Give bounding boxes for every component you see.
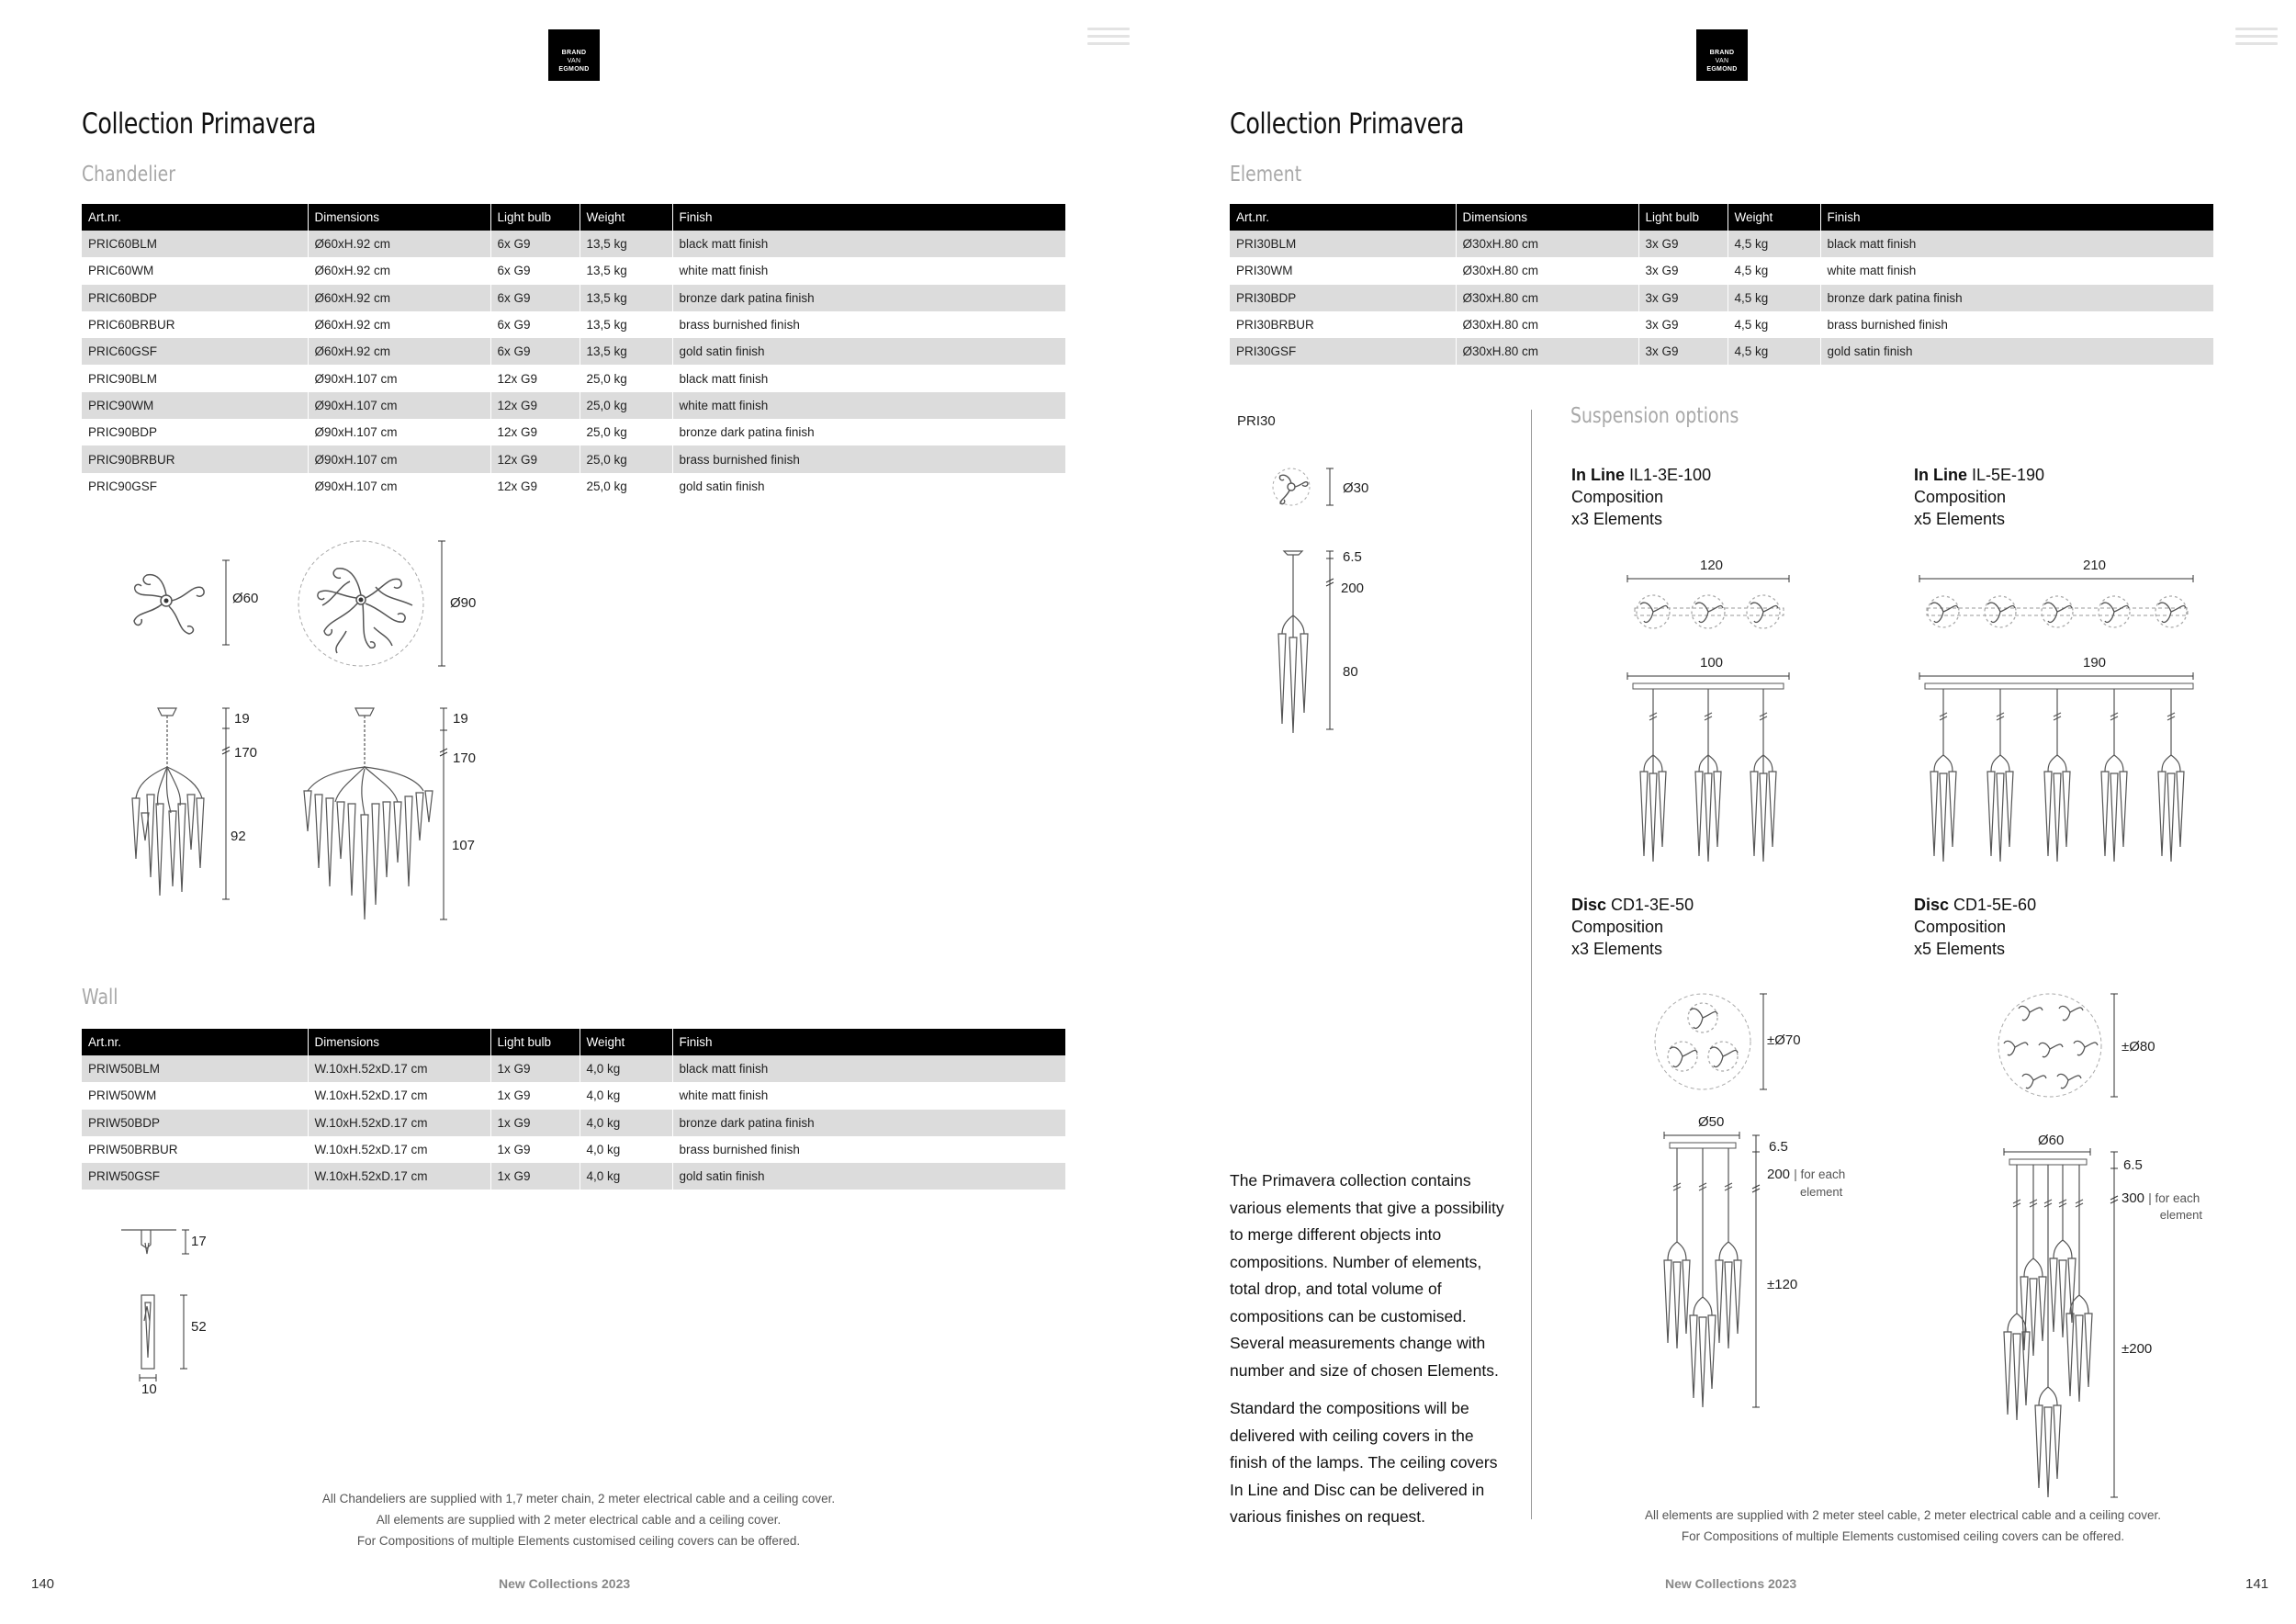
dim-disc3-element: element [1800,1185,1843,1199]
dim-inline3-top: 120 [1700,558,1724,573]
dim-h19-a: 19 [234,711,250,727]
table-cell: 3x G9 [1638,257,1728,284]
table-cell: white matt finish [672,392,1065,419]
table-cell: white matt finish [672,257,1065,284]
column-header: Light bulb [1638,204,1728,231]
table-cell: Ø30xH.80 cm [1456,257,1638,284]
table-cell: 12x G9 [490,365,580,391]
table-cell: PRIW50BDP [82,1110,308,1136]
dim-disc5-h65: 6.5 [2123,1157,2143,1173]
brand-logo: BRAND VAN EGMOND [548,29,600,81]
element-table [1230,204,2213,365]
table-cell: Ø60xH.92 cm [308,257,490,284]
dim-disc3-plan: ±Ø70 [1767,1032,1801,1048]
table-cell: 4,0 kg [580,1136,672,1163]
table-cell: 4,0 kg [580,1110,672,1136]
table-cell: PRIC90BDP [82,419,308,445]
table-cell: PRIC90BRBUR [82,445,308,472]
right-page [1148,0,2296,1624]
dim-inline5-rod: 190 [2083,655,2107,671]
table-cell: bronze dark patina finish [672,419,1065,445]
table-cell: 25,0 kg [580,473,672,500]
dim-d52: 52 [191,1319,207,1335]
table-row [82,419,1065,445]
table-cell: PRIC60GSF [82,338,308,365]
dim-disc5-element: element [2159,1208,2202,1222]
pri30-elevation-drawing [1271,549,1354,733]
dim-disc5-disc: Ø60 [2038,1133,2065,1148]
column-header: Light bulb [490,204,580,231]
dim-disc3-drop: 200 | for each [1767,1167,1846,1182]
table-cell: Ø60xH.92 cm [308,231,490,257]
table-cell: Ø60xH.92 cm [308,338,490,365]
table-cell: black matt finish [1820,231,2213,257]
table-cell: PRI30BLM [1230,231,1456,257]
table-row [82,285,1065,311]
table-cell: Ø30xH.80 cm [1456,311,1638,338]
chandelier-60-plan-drawing [118,557,246,648]
table-cell: 12x G9 [490,473,580,500]
page-corner-mark [2235,28,2278,55]
dim-inline3-rod: 100 [1700,655,1724,671]
table-cell: 4,0 kg [580,1055,672,1082]
table-cell: 25,0 kg [580,445,672,472]
chandelier-90-plan-drawing [297,539,453,668]
footer-left: New Collections 2023 [499,1576,631,1591]
table-row [1230,338,2213,365]
vertical-divider [1531,410,1532,1519]
table-cell: 4,5 kg [1728,285,1820,311]
column-header: Finish [672,1029,1065,1055]
inline-5-plan-drawing [1918,575,2202,630]
table-cell: W.10xH.52xD.17 cm [308,1082,490,1109]
disc-5-elevation-drawing [2002,1148,2131,1503]
table-row [82,231,1065,257]
table-cell: 1x G9 [490,1110,580,1136]
table-row [82,311,1065,338]
table-cell: 13,5 kg [580,231,672,257]
chandelier-90-elevation-drawing [298,703,464,923]
dim-disc5-drop: 300 | for each [2122,1190,2200,1206]
table-cell: bronze dark patina finish [672,1110,1065,1136]
dim-d30: Ø30 [1343,480,1369,496]
dim-disc3-h65: 6.5 [1769,1139,1788,1155]
table-cell: 4,0 kg [580,1082,672,1109]
table-cell: 6x G9 [490,231,580,257]
table-cell: brass burnished finish [1820,311,2213,338]
table-cell: 4,5 kg [1728,257,1820,284]
dim-d10: 10 [141,1382,157,1397]
table-cell: gold satin finish [1820,338,2213,365]
table-cell: 3x G9 [1638,285,1728,311]
table-cell: 3x G9 [1638,231,1728,257]
disc-5-plan-drawing [1997,992,2125,1102]
table-cell: W.10xH.52xD.17 cm [308,1110,490,1136]
table-cell: W.10xH.52xD.17 cm [308,1163,490,1190]
table-row [1230,285,2213,311]
dim-pri30-h80: 80 [1343,664,1358,680]
table-cell: PRIW50BRBUR [82,1136,308,1163]
table-cell: 4,5 kg [1728,311,1820,338]
dim-disc5-total: ±200 [2122,1341,2153,1357]
table-cell: 13,5 kg [580,338,672,365]
table-cell: 12x G9 [490,445,580,472]
table-cell: 4,5 kg [1728,231,1820,257]
table-cell: PRI30BRBUR [1230,311,1456,338]
table-row [1230,311,2213,338]
table-cell: PRIC90GSF [82,473,308,500]
table-cell: 6x G9 [490,311,580,338]
chandelier-subtitle: Chandelier [82,163,176,186]
table-cell: 1x G9 [490,1163,580,1190]
pri30-label: PRI30 [1237,413,1276,429]
table-cell: PRI30GSF [1230,338,1456,365]
dim-d60: Ø60 [232,591,259,606]
table-cell: 6x G9 [490,338,580,365]
column-header: Dimensions [308,1029,490,1055]
table-row [82,392,1065,419]
inline-5-elevation-drawing [1918,672,2202,865]
column-header: Art.nr. [82,204,308,231]
table-cell: PRI30BDP [1230,285,1456,311]
table-cell: Ø90xH.107 cm [308,419,490,445]
table-cell: 6x G9 [490,257,580,284]
chandelier-table [82,204,1065,500]
page-title: Collection Primavera [82,107,317,141]
table-cell: brass burnished finish [672,445,1065,472]
option-inline-5-heading: In Line IL-5E-190 Composition x5 Elements [1914,466,2045,528]
table-cell: Ø60xH.92 cm [308,311,490,338]
column-header: Weight [1728,204,1820,231]
table-row [82,1136,1065,1163]
table-header-row [1230,204,2213,231]
page-number-right: 141 [2245,1576,2269,1592]
column-header: Dimensions [308,204,490,231]
table-cell: 1x G9 [490,1136,580,1163]
table-cell: PRIC60BDP [82,285,308,311]
column-header: Art.nr. [1230,204,1456,231]
table-cell: Ø90xH.107 cm [308,445,490,472]
table-cell: 25,0 kg [580,419,672,445]
table-cell: Ø90xH.107 cm [308,392,490,419]
table-cell: black matt finish [672,365,1065,391]
table-cell: 4,5 kg [1728,338,1820,365]
table-cell: Ø90xH.107 cm [308,365,490,391]
inline-3-elevation-drawing [1626,672,1809,865]
table-row [82,1163,1065,1190]
dim-inline5-top: 210 [2083,558,2107,573]
dim-h19-b: 19 [453,711,468,727]
element-subtitle: Element [1230,163,1302,186]
wall-table [82,1029,1065,1190]
chandelier-60-elevation-drawing [119,703,248,905]
table-cell: 1x G9 [490,1055,580,1082]
table-row [82,1110,1065,1136]
table-cell: gold satin finish [672,1163,1065,1190]
table-header-row [82,204,1065,231]
table-row [82,473,1065,500]
table-row [82,1082,1065,1109]
table-cell: bronze dark patina finish [1820,285,2213,311]
dim-h92: 92 [231,829,246,844]
table-cell: 4,0 kg [580,1163,672,1190]
table-cell: PRIC90BLM [82,365,308,391]
dim-d90: Ø90 [450,595,477,611]
page-title: Collection Primavera [1230,107,1465,141]
table-cell: Ø60xH.92 cm [308,285,490,311]
collection-description: The Primavera collection contains various elements that give a possibility to merge different objects into compositions. Number of elements, total drop, and total volume of compositions can be customised. Several measurements change with number and size of chosen Elements. Standard the compositions will be delivered with ceiling covers in the finish of the lamps. The ceiling covers In Line and Disc can be delivered in various finishes on request. [1230,1171,1504,1526]
footer-right: New Collections 2023 [1665,1576,1797,1591]
table-cell: gold satin finish [672,473,1065,500]
table-cell: 25,0 kg [580,392,672,419]
table-cell: 25,0 kg [580,365,672,391]
dim-pri30-h200: 200 [1341,581,1365,596]
disc-3-plan-drawing [1655,992,1784,1093]
column-header: Dimensions [1456,204,1638,231]
table-row [82,365,1065,391]
disc-3-elevation-drawing [1662,1132,1773,1517]
option-inline-3-heading: In Line IL1-3E-100 Composition x3 Elements [1571,466,1712,528]
pri30-plan-drawing [1271,467,1354,513]
table-cell: white matt finish [672,1082,1065,1109]
left-footnote: All Chandeliers are supplied with 1,7 meter chain, 2 meter electrical cable and a ceiling cover. All elements are supplied with 2 meter electrical cable and a ceiling cover. For Compositions of multiple Elements customised ceiling covers can be offered. [321,1492,836,1548]
table-cell: PRIW50GSF [82,1163,308,1190]
table-cell: 13,5 kg [580,311,672,338]
table-row [1230,231,2213,257]
table-cell: PRIC60BLM [82,231,308,257]
dim-h107: 107 [452,838,476,853]
page-corner-mark [1087,28,1130,55]
table-cell: 13,5 kg [580,257,672,284]
table-cell: 3x G9 [1638,338,1728,365]
table-cell: gold satin finish [672,338,1065,365]
table-cell: PRIW50WM [82,1082,308,1109]
table-header-row [82,1029,1065,1055]
column-header: Weight [580,1029,672,1055]
table-cell: PRIC60WM [82,257,308,284]
brand-logo: BRAND VAN EGMOND [1696,29,1748,81]
table-cell: W.10xH.52xD.17 cm [308,1136,490,1163]
suspension-subtitle: Suspension options [1570,404,1739,428]
table-cell: PRIC60BRBUR [82,311,308,338]
table-cell: 12x G9 [490,419,580,445]
column-header: Weight [580,204,672,231]
table-cell: 12x G9 [490,392,580,419]
dim-pri30-h65: 6.5 [1343,549,1362,565]
column-header: Art.nr. [82,1029,308,1055]
dim-disc3-disc: Ø50 [1698,1114,1725,1130]
table-row [82,338,1065,365]
table-cell: 3x G9 [1638,311,1728,338]
table-cell: 1x G9 [490,1082,580,1109]
inline-3-plan-drawing [1626,575,1809,630]
table-cell: 6x G9 [490,285,580,311]
column-header: Finish [672,204,1065,231]
table-cell: W.10xH.52xD.17 cm [308,1055,490,1082]
table-row [82,1055,1065,1082]
dim-d17: 17 [191,1234,207,1249]
table-cell: PRIW50BLM [82,1055,308,1082]
table-cell: black matt finish [672,1055,1065,1082]
table-row [82,257,1065,284]
column-header: Light bulb [490,1029,580,1055]
dim-disc5-plan: ±Ø80 [2122,1039,2155,1054]
table-cell: Ø30xH.80 cm [1456,285,1638,311]
dim-h170-b: 170 [453,750,477,766]
table-row [82,445,1065,472]
table-cell: Ø30xH.80 cm [1456,231,1638,257]
table-cell: 13,5 kg [580,285,672,311]
table-cell: PRIC90WM [82,392,308,419]
table-cell: Ø90xH.107 cm [308,473,490,500]
table-cell: bronze dark patina finish [672,285,1065,311]
dim-disc3-total: ±120 [1767,1277,1798,1292]
table-cell: brass burnished finish [672,311,1065,338]
option-disc-5-heading: Disc CD1-5E-60 Composition x5 Elements [1914,896,2037,958]
right-footnote: All elements are supplied with 2 meter steel cable, 2 meter electrical cable and a ceiling cover. For Compositions of multiple Elements customised ceiling covers can be offered. [1644,1508,2162,1543]
table-cell: PRI30WM [1230,257,1456,284]
page-number-left: 140 [31,1576,55,1592]
wall-front-drawing [136,1293,200,1385]
table-cell: brass burnished finish [672,1136,1065,1163]
column-header: Finish [1820,204,2213,231]
table-row [1230,257,2213,284]
dim-h170-a: 170 [234,745,258,761]
table-cell: white matt finish [1820,257,2213,284]
table-cell: black matt finish [672,231,1065,257]
table-cell: Ø30xH.80 cm [1456,338,1638,365]
wall-subtitle: Wall [82,986,118,1009]
option-disc-3-heading: Disc CD1-3E-50 Composition x3 Elements [1571,896,1694,958]
